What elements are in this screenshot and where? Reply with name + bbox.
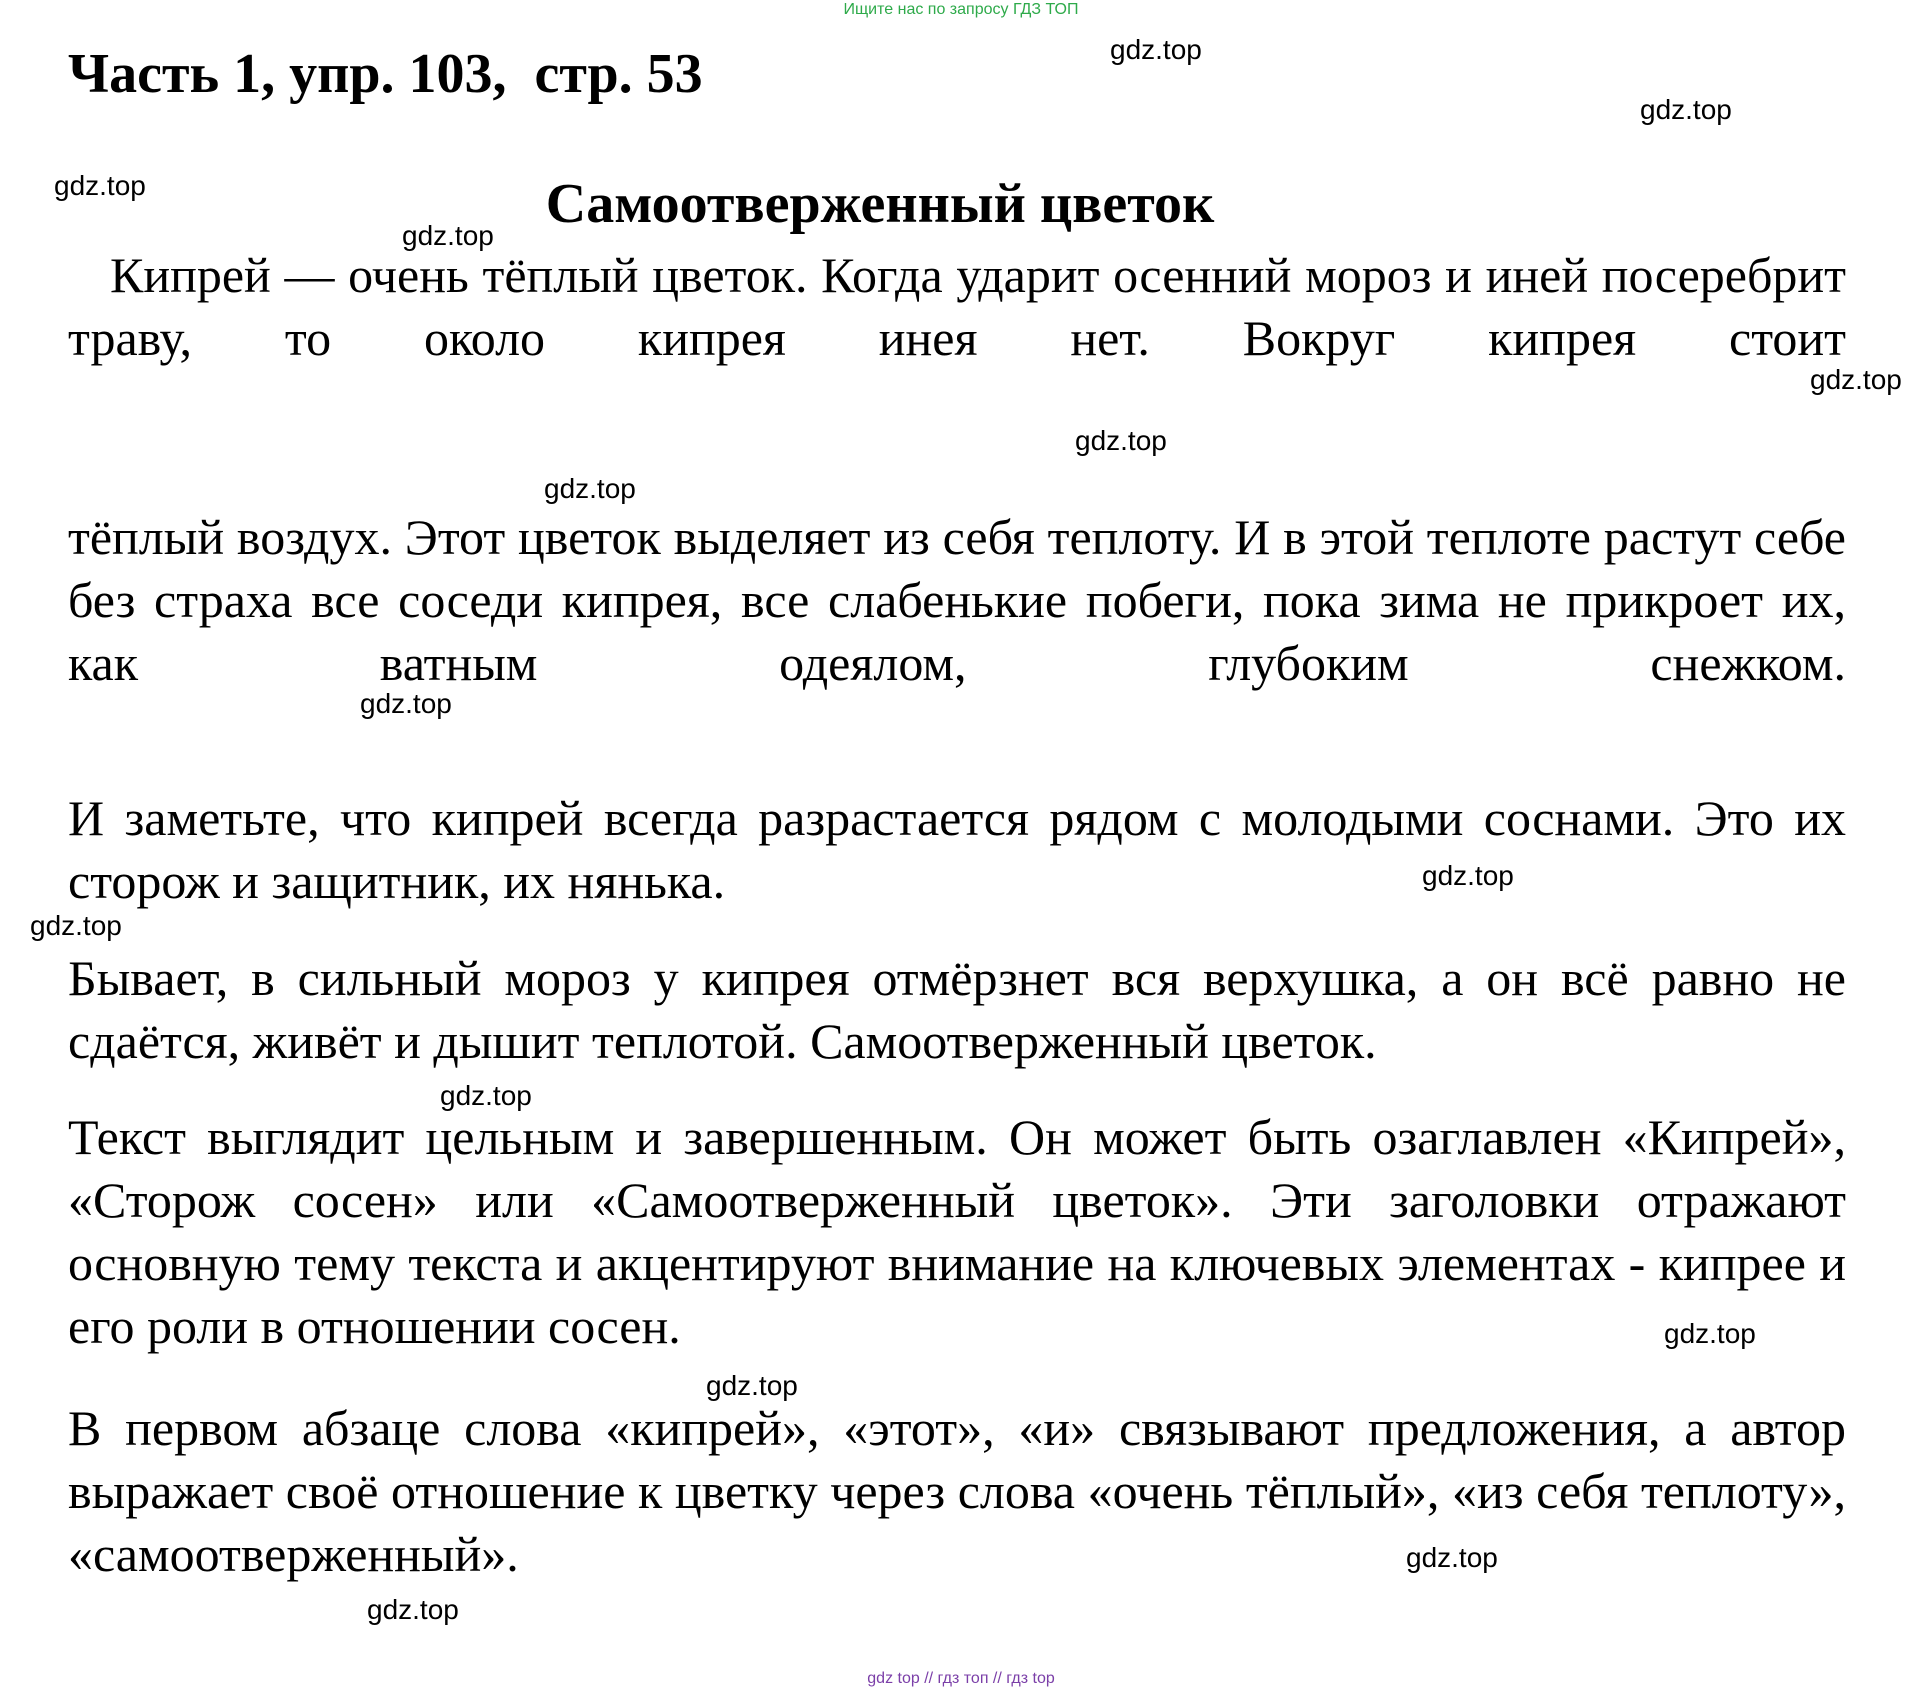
watermark: gdz.top (54, 170, 146, 201)
paragraph-1: Кипрей — очень тёплый цветок. Когда ударит осенний мороз и иней посеребрит траву, то около кипрея инея нет. Вокруг кипрея стоит (68, 247, 1846, 366)
paragraph-3: И заметьте, что кипрей всегда разрастается рядом с молодыми соснами. Это их сторож и защитник, их нянька. (68, 790, 1846, 909)
watermark: gdz.top (1810, 364, 1902, 395)
story-title: Самоотверженный цветок (545, 173, 1215, 235)
watermark: gdz.top (30, 910, 122, 941)
paragraph-2: тёплый воздух. Этот цветок выделяет из себя теплоту. И в этой теплоте растут себе без страха все соседи кипрея, все слабенькие побеги, пока зима не прикроет их, как ватным одеялом, глубоким снежком. (68, 509, 1846, 691)
watermark: gdz.top (402, 220, 494, 251)
watermark: gdz.top (706, 1370, 798, 1401)
watermark: gdz.top (1422, 860, 1514, 891)
watermark: gdz.top (440, 1080, 532, 1111)
paragraph-4: Бывает, в сильный мороз у кипрея отмёрзнет вся верхушка, а он всё равно не сдаётся, живёт и дышит теплотой. Самоотверженный цветок. (68, 950, 1846, 1069)
watermark: gdz.top (1406, 1542, 1498, 1573)
paragraph-6: В первом абзаце слова «кипрей», «этот», «и» связывают предложения, а автор выражает своё отношение к цветку через слова «очень тёплый», «из себя теплоту», «самоотверженный». (68, 1400, 1846, 1582)
watermark: gdz.top (1640, 94, 1732, 125)
watermark: gdz.top (367, 1594, 459, 1625)
paragraph-5: Текст выглядит цельным и завершенным. Он может быть озаглавлен «Кипрей», «Сторож сосен» или «Самоотверженный цветок». Эти заголовки отражают основную тему текста и акцентируют внимание на ключевых элементах - кипрее и его роли в отношении сосен. (68, 1109, 1846, 1354)
watermark: gdz.top (1075, 425, 1167, 456)
page-heading: Часть 1, упр. 103, стр. 53 (68, 43, 703, 105)
watermark: gdz.top (1664, 1318, 1756, 1349)
watermark: gdz.top (360, 688, 452, 719)
watermark: gdz.top (1110, 34, 1202, 65)
top-search-banner[interactable]: Ищите нас по запросу ГДЗ ТОП (843, 1, 1079, 18)
footer-links[interactable]: gdz top // гдз топ // гдз top (867, 1670, 1055, 1687)
watermark: gdz.top (544, 473, 636, 504)
